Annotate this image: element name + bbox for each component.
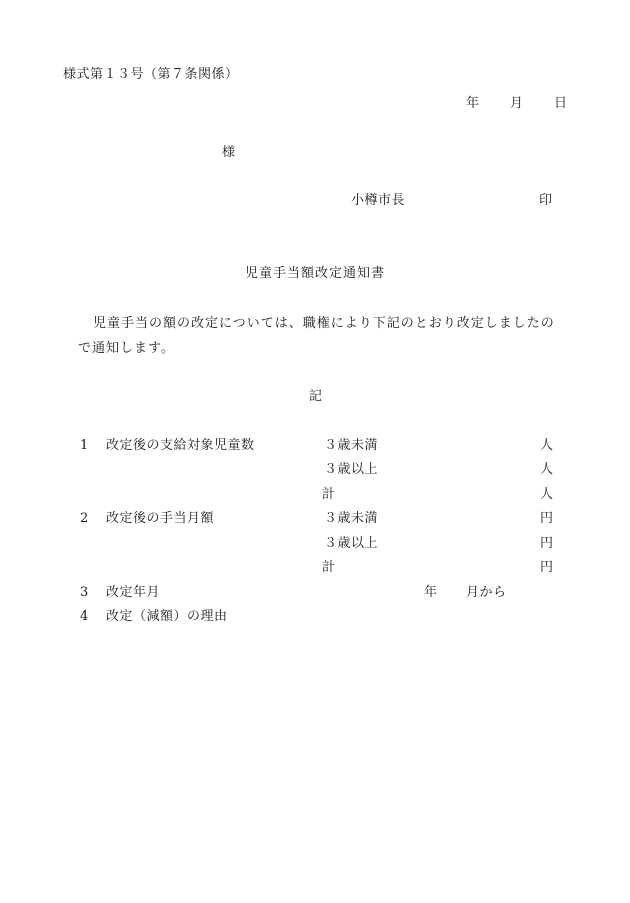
item2-number: 2	[80, 511, 89, 526]
item2-over3-unit: 円	[540, 536, 554, 551]
item4-number: 4	[80, 609, 89, 624]
item4-label: 改定（減額）の理由	[106, 609, 228, 624]
item2-label: 改定後の手当月額	[106, 511, 215, 526]
item2-total-unit: 円	[540, 560, 554, 575]
item2-under3-label: ３歳未満	[324, 511, 379, 526]
item1-over3-unit: 人	[540, 462, 554, 477]
date-day-label: 日	[554, 96, 568, 111]
item1-total-unit: 人	[540, 487, 554, 502]
seal-mark: 印	[539, 193, 553, 208]
body-text-line2: で通知します。	[78, 341, 175, 356]
item3-month-from-label: 月から	[466, 585, 507, 600]
form-number: 様式第１３号（第７条関係）	[63, 67, 239, 82]
item3-number: 3	[80, 585, 89, 600]
item1-over3-label: ３歳以上	[324, 462, 379, 477]
item3-label: 改定年月	[106, 585, 161, 600]
date-month-label: 月	[510, 96, 524, 111]
item1-label: 改定後の支給対象児童数	[106, 438, 255, 453]
item1-under3-unit: 人	[540, 438, 554, 453]
item2-under3-unit: 円	[540, 511, 554, 526]
item1-total-label: 計	[322, 487, 336, 502]
item3-year-label: 年	[424, 585, 438, 600]
item1-number: 1	[80, 438, 89, 453]
issuer-name: 小樽市長	[351, 193, 406, 208]
ki-heading: 記	[309, 389, 323, 404]
item2-over3-label: ３歳以上	[324, 536, 379, 551]
date-year-label: 年	[466, 96, 480, 111]
document-title: 児童手当額改定通知書	[245, 266, 386, 281]
addressee-suffix: 様	[222, 145, 236, 160]
item1-under3-label: ３歳未満	[324, 438, 379, 453]
item2-total-label: 計	[322, 560, 336, 575]
body-text-line1: 児童手当の額の改定については、職権により下記のとおり改定しましたの	[93, 316, 555, 331]
